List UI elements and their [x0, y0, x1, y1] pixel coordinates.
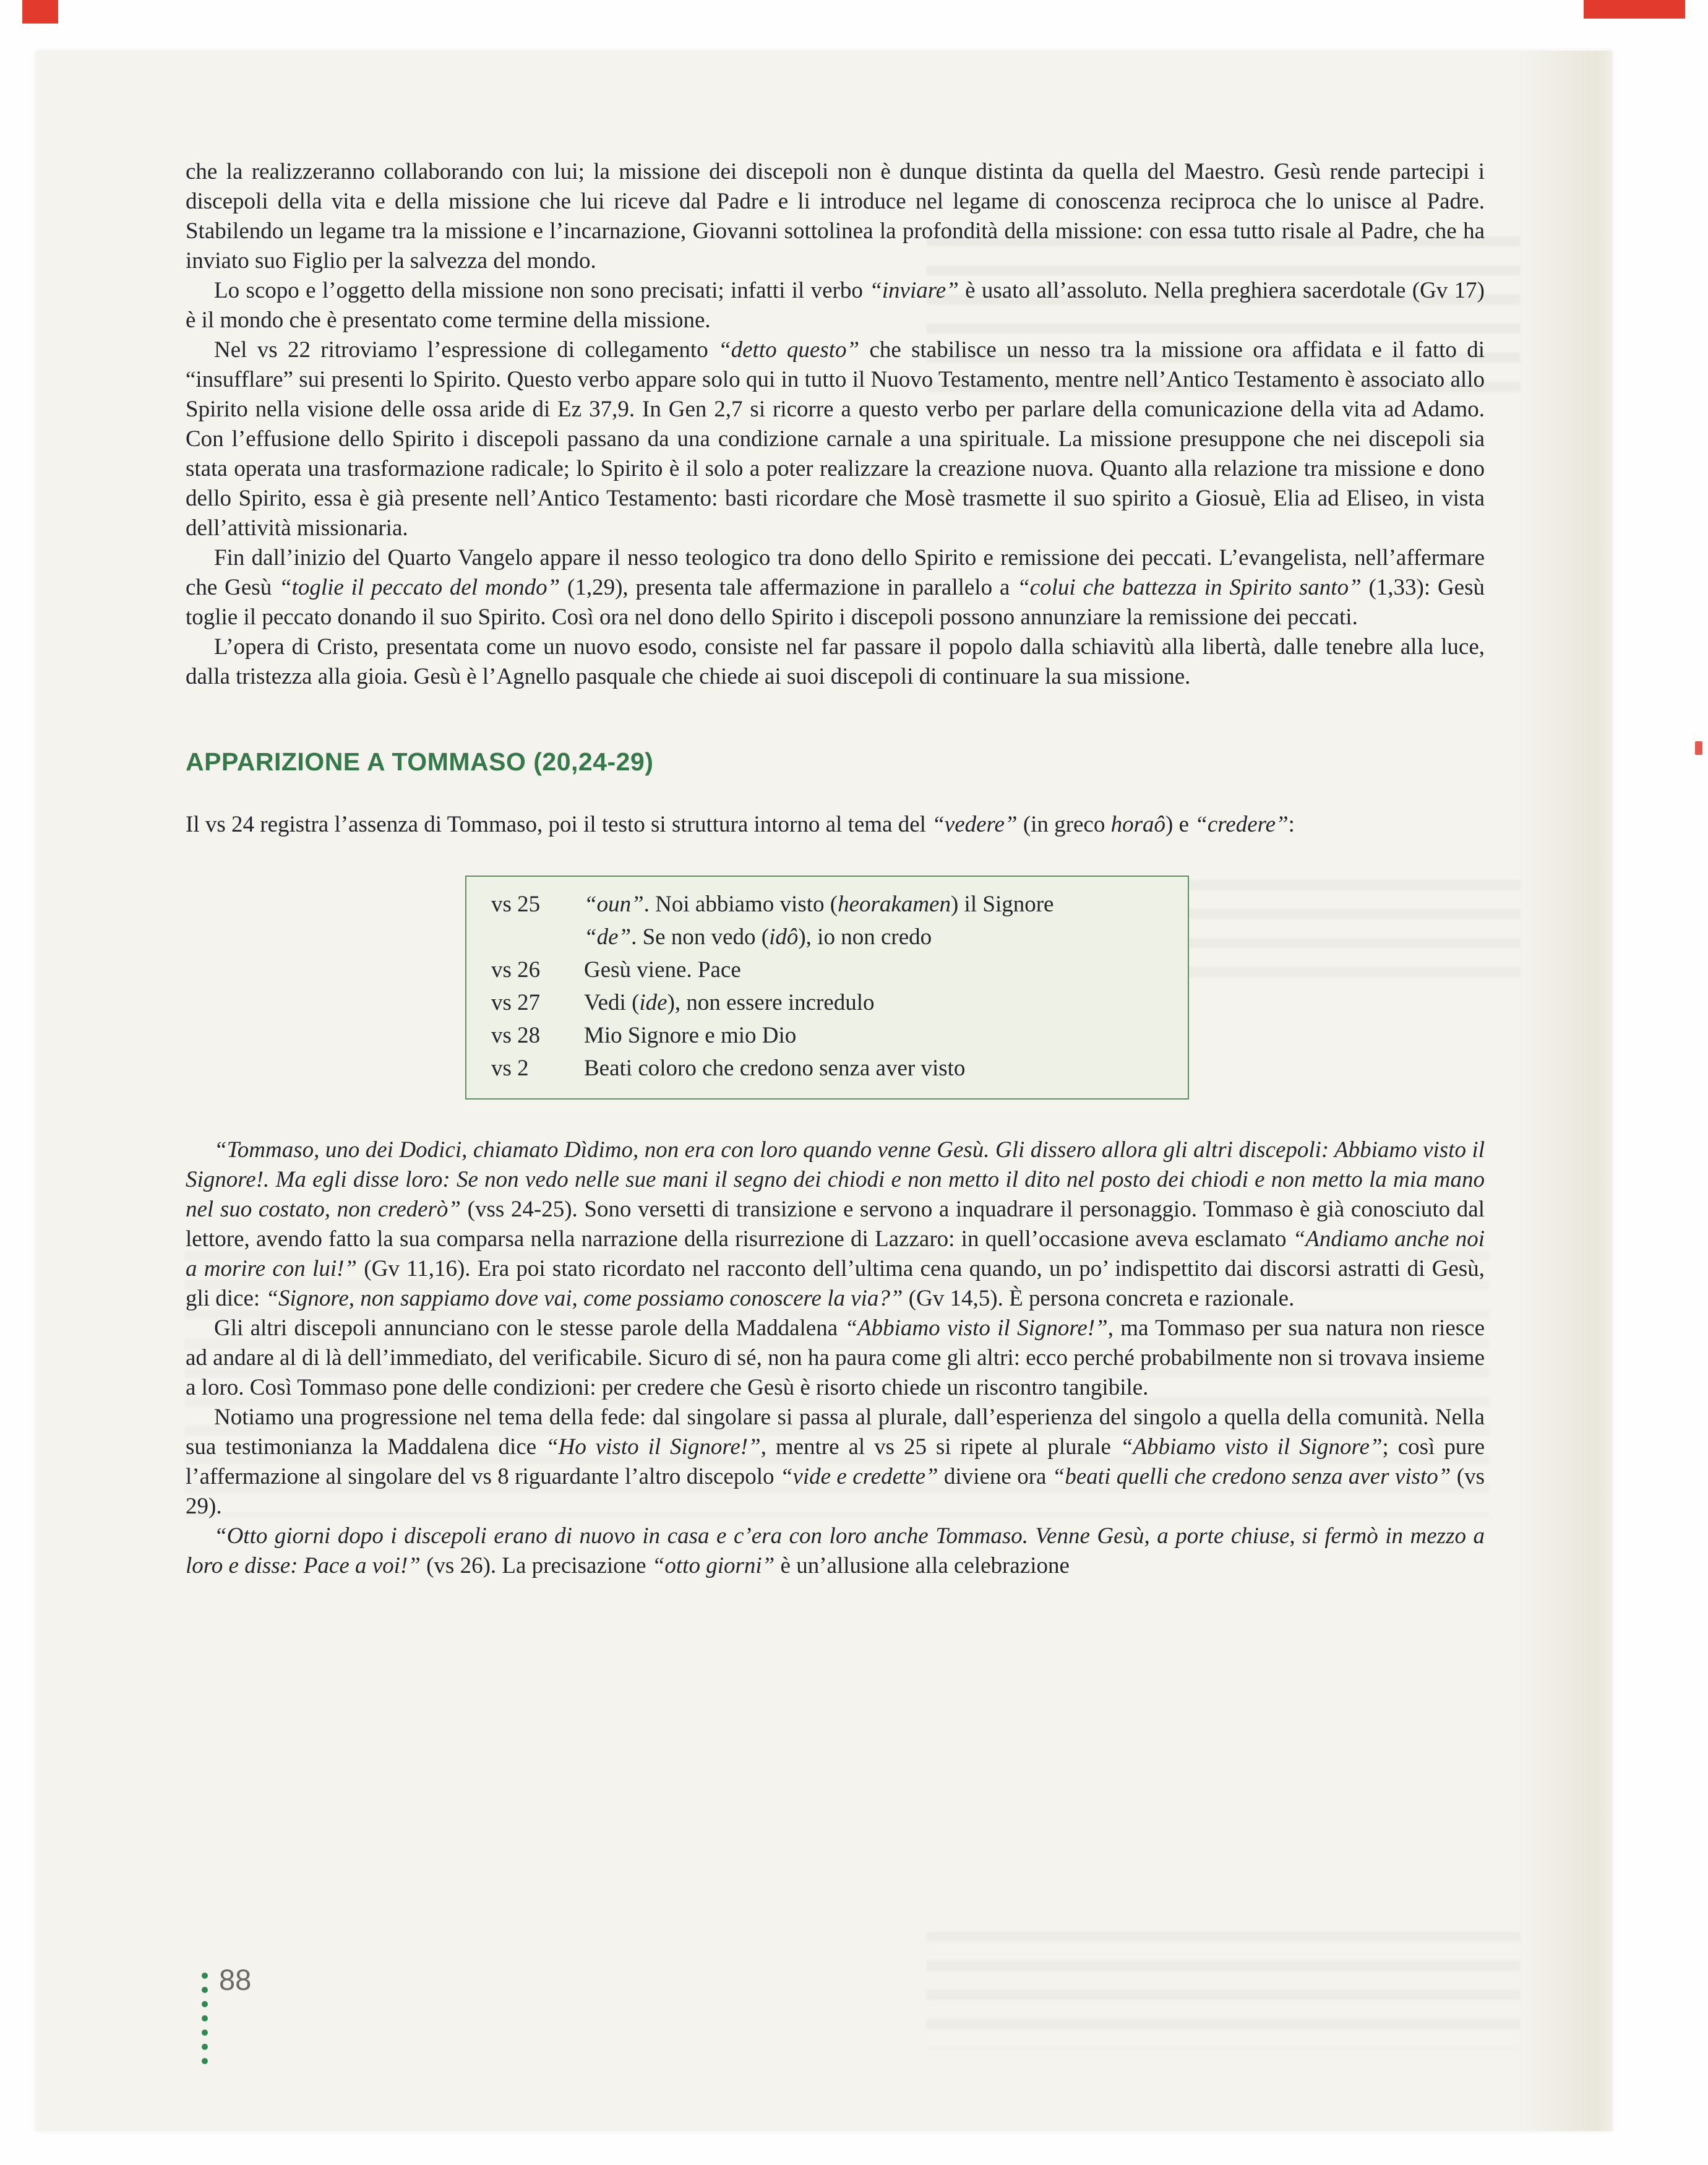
paragraph: Nel vs 22 ritroviamo l’espressione di collegamento “detto questo” che stabilisce un nesso tra la missione ora affidata e il fatto di “insufflare” sui presenti lo Spirito. Questo verbo appare solo qui in tutto il Nuovo Testamento, mentre nell’Antico Testamento è associato allo Spirito nella visione delle ossa aride di Ez 37,9. In Gen 2,7 si ricorre a questo verbo per parlare della comunicazione della vita ad Adamo. Con l’effusione dello Spirito i discepoli passano da una condizione carnale a una spirituale. La missione presuppone che nei discepoli sia stata operata una trasformazione radicale; lo Spirito è il solo a poter realizzare la creazione nuova. Quanto alla relazione tra missione e dono dello Spirito, essa è già presente nell’Antico Testamento: basti ricordare che Mosè trasmette il suo spirito a Giosuè, Elia ad Eliseo, in vista dell’attività missionaria.	[186, 337, 1485, 541]
paragraph: “Tommaso, uno dei Dodici, chiamato Dìdimo, non era con loro quando venne Gesù. Gli dissero allora gli altri discepoli: Abbiamo visto il Signore!. Ma egli disse loro: Se non vedo nelle sue mani il segno dei chiodi e non metto il dito nel posto dei chiodi e non metto la mia mano nel suo costato, non crederò” (vss 24-25). Sono versetti di transizione e servono a inquadrare il personaggio. Tommaso è già conosciuto dal lettore, avendo fatto la sua comparsa nella narrazione della risurrezione di Lazzaro: in quell’occasione aveva esclamato “Andiamo anche noi a morire con lui!” (Gv 11,16). Era poi stato ricordato nel racconto dell’ultima cena quando, un po’ indispettito dai discorsi astratti di Gesù, gli dice: “Signore, non sappiamo dove vai, come possiamo conoscere la via?” (Gv 14,5). È persona concreta e razionale.	[186, 1137, 1485, 1312]
red-edge-speck	[1695, 741, 1702, 755]
verse-row	[491, 888, 1170, 921]
verse-structure-box	[465, 876, 1189, 1100]
corner-mark-left	[22, 0, 58, 24]
paragraph: Notiamo una progressione nel tema della fede: dal singolare si passa al plurale, dall’esperienza del singolo a quella della comunità. Nella sua testimonianza la Maddalena dice “Ho visto il Signore!”, mentre al vs 25 si ripete al plurale “Abbiamo visto il Signore”; così pure l’affermazione al singolare del vs 8 riguardante l’altro discepolo “vide e credette” diviene ora “beati quelli che credono senza aver visto” (vs 29).	[186, 1405, 1485, 1520]
green-dot	[202, 2044, 208, 2050]
green-dot	[202, 2015, 208, 2021]
book-page	[36, 51, 1612, 2131]
verse-label: vs 27	[491, 990, 541, 1016]
paragraphs-top	[186, 157, 1485, 692]
green-dot	[202, 2058, 208, 2064]
green-dot	[202, 2001, 208, 2007]
verse-row	[491, 986, 1170, 1019]
paragraph: L’opera di Cristo, presentata come un nuovo esodo, consiste nel far passare il popolo dalla schiavitù alla libertà, dalle tenebre alla luce, dalla tristezza alla gioia. Gesù è l’Agnello pasquale che chiede ai suoi discepoli di continuare la sua missione.	[186, 634, 1485, 689]
paragraph: Fin dall’inizio del Quarto Vangelo appare il nesso teologico tra dono dello Spirito e remissione dei peccati. L’evangelista, nell’affermare che Gesù “toglie il peccato del mondo” (1,29), presenta tale affermazione in parallelo a “colui che battezza in Spirito santo” (1,33): Gesù toglie il peccato donando il suo Spirito. Così ora nel dono dello Spirito i discepoli possono annunziare la remissione dei peccati.	[186, 545, 1485, 630]
verse-row	[491, 921, 1170, 953]
intro-paragraph	[186, 810, 1485, 840]
verse-text: Gesù viene. Pace	[584, 957, 741, 983]
verse-row	[491, 953, 1170, 986]
paragraph: “Otto giorni dopo i discepoli erano di nuovo in casa e c’era con loro anche Tommaso. Venne Gesù, a porte chiuse, si fermò in mezzo a loro e disse: Pace a voi!” (vs 26). La precisazione “otto giorni” è un’allusione alla celebrazione	[186, 1523, 1485, 1579]
verse-text: Vedi (ide), non essere incredulo	[584, 990, 875, 1016]
verse-label: vs 25	[491, 892, 541, 918]
verse-label: vs 2	[491, 1056, 529, 1082]
showthrough-ghost	[927, 1932, 1521, 2049]
paragraph: Gli altri discepoli annunciano con le stesse parole della Maddalena “Abbiamo visto il Signore!”, ma Tommaso per sua natura non riesce ad andare al di là dell’immediato, del verificabile. Sicuro di sé, non ha paura come gli altri: ecco perché probabilmente non si trovava insieme a loro. Così Tommaso pone delle condizioni: per credere che Gesù è risorto chiede un riscontro tangibile.	[186, 1315, 1485, 1401]
green-dot	[202, 1973, 208, 1979]
paragraph: Lo scopo e l’oggetto della missione non sono precisati; infatti il verbo “inviare” è usato all’assoluto. Nella preghiera sacerdotale (Gv 17) è il mondo che è presentato come termine della missione.	[186, 278, 1485, 333]
paragraph: che la realizzeranno collaborando con lui; la missione dei discepoli non è dunque distinta da quella del Maestro. Gesù rende partecipi i discepoli della vita e della missione che lui riceve dal Padre e li introduce nel legame di conoscenza reciproca che lo unisce al Padre. Stabilendo un legame tra la missione e l’incarnazione, Giovanni sottolinea la profondità della missione: con essa tutto risale al Padre, che ha inviato suo Figlio per la salvezza del mondo.	[186, 159, 1485, 273]
paragraphs-bottom	[186, 1135, 1485, 1581]
page-footer	[202, 1963, 301, 2106]
verse-label	[491, 921, 584, 953]
page-number-dots	[202, 1973, 208, 2064]
verse-row	[491, 1052, 1170, 1085]
verse-label: vs 28	[491, 1023, 541, 1049]
verse-text: “de”. Se non vedo (idô), io non credo	[584, 924, 932, 950]
verse-row	[491, 1019, 1170, 1052]
corner-mark-right	[1584, 0, 1685, 19]
verse-label: vs 26	[491, 957, 541, 983]
verse-text: “oun”. Noi abbiamo visto (heorakamen) il Signore	[584, 892, 1054, 918]
green-dot	[202, 2029, 208, 2036]
verse-text: Beati coloro che credono senza aver visto	[584, 1056, 966, 1082]
section-heading: APPARIZIONE A TOMMASO (20,24-29)	[186, 747, 654, 776]
green-dot	[202, 1987, 208, 1993]
paragraph: Il vs 24 registra l’assenza di Tommaso, poi il testo si struttura intorno al tema del “vedere” (in greco horaô) e “credere”:	[186, 812, 1295, 838]
verse-text: Mio Signore e mio Dio	[584, 1023, 797, 1049]
content-column	[186, 157, 1485, 1581]
page-number: 88	[219, 1963, 252, 1996]
